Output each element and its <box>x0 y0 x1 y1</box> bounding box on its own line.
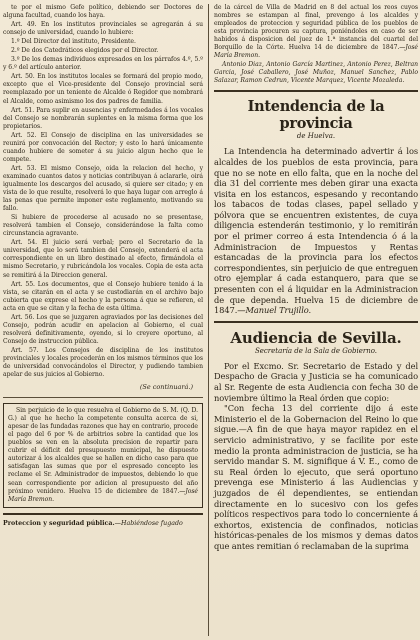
notice-box <box>3 403 203 508</box>
continuation-note: (Se continuará.) <box>139 383 193 392</box>
intendencia-notice <box>214 146 418 316</box>
column-divider <box>208 4 209 636</box>
article-paragraph: Art. 49. En los institutos provinciales se agregarán á su consejo de universidad, cuando lo hubiere: <box>3 21 203 37</box>
article-paragraph: Art. 52. El Consejo de disciplina en las universidades se reunirá por convocación del Rector; y esto lo hará únicamente cuando hubiere de someter á su juicio algun hecho que le compete. <box>3 131 203 163</box>
notice-text <box>8 407 198 504</box>
protection-heading <box>3 520 203 527</box>
article-paragraph: Si hubiere de procederse al acusado no se presentase, resolverá tambien el Consejo, considerándose la falta como circunstancia agravante. <box>3 214 203 238</box>
notice-body: Sin perjuicio de lo que resuelva el Gobierno de S. M. (Q. D. G.) al que he hecho la competente consulta acerca de si, apesar de las fundadas razones que hay en contrario, procede el pago del 6 por % de arbitrios sobre la cantidad que los pueblos se ven en la absoluta precision de repartir para cubrir el déficit del presupuesto municipal, he dispuesto autorizar á los alcaldes que se hallen en dicho caso para que satisfagan las sumas que por el espresado concepto les reclame el Sr. Administrador de impuestos, debiendo lo que sean correspondiente por adicion al presupuesto del año próximo venidero. Huelva 15 de diciembre de 1847. <box>8 407 198 495</box>
article-paragraph: Art. 50. En los institutos locales se formará del propio modo, excepto que el Vice-presidente del Consejo provincial será reemplazado por un teniente de Alcalde ó Regidor que nombrará el Alcalde, como asimismo los dos padres de familia. <box>3 73 203 105</box>
protection-lead: —Habiéndose fugado <box>114 519 183 527</box>
article-paragraph: Art. 56. Los que se juzgaren agraviados por las decisiones del Consejo, podrán acudir en apelacion al Gobierno, el cual resolverá definitivamente, oyendo, si lo creyere oportuno, al Consejo de instruccion pública. <box>3 313 203 345</box>
left-column <box>3 4 203 527</box>
article-paragraph: te por el mismo Gefe político, debiendo ser Doctores de alguna facultad, cuando los haya. <box>3 4 203 20</box>
intendencia-subheading: de Huelva. <box>296 132 336 141</box>
article-paragraph: Art. 55. Los documentos, que el Consejo hubiere tenido á la vista, se citarán en el acta y se custodiarán en el archivo bajo cubierta que exprese el hecho y la persona á que se refieren, el acta en que se citan y la fecha de esta última. <box>3 280 203 312</box>
section-rule-thick <box>214 90 418 92</box>
notice-signature: —José María Bremon. <box>8 487 198 503</box>
intendencia-signature: —Manuel Trujillo. <box>237 305 312 316</box>
section-rule-thick <box>214 321 418 323</box>
intendencia-heading: Intendencia de la provincia <box>247 98 385 133</box>
article-paragraph: Art. 54. El juicio será verbal; pero el Secretario de la universidad, que lo será tambien del Consejo, extenderá el acta correspondiente en un libro destinado al efecto, firmándola el mismo Secretario, y rubricándola los vocales. Copia de esta acta se remitirá á la Direccion general. <box>3 239 203 279</box>
audiencia-quote: "Con fecha 13 del corriente dijo á este Ministerio el de la Gobernacion del Reino lo que sigue.—A fin de que haya mayor rapidez en el servicio administrativo, y se facilite por este medio la pronta administracion de justicia, se ha servido mandar S. M. signifique á V. E., como de su Real órden lo ejecuto, que será oportuno prevenga ese Ministerio á las Audiencias y juzgados de él dependientes, se entiendan directamente en lo sucesivo con los gefes políticos respectivos para todo lo concerniente á exhortos, existencia de confinados, noticias históricas-penales de los mismos y demas datos que antes remitian ó reclamaban de la suprima <box>214 403 418 551</box>
section-rule-thick <box>3 513 203 515</box>
article-paragraph: Art. 51. Para suplir en ausencias y enfermedades á los vocales del Consejo se nombrarán suplentes en la misma forma que los propietarios. <box>3 106 203 130</box>
section-rule <box>3 397 203 398</box>
audiencia-subheading: Secretaría de la Sala de Gobierno. <box>254 346 378 355</box>
audiencia-intro: Por el Excmo. Sr. Secretario de Estado y del Despacho de Gracia y Justicia se ha comunicado al Sr. Regente de esta Audiencia con fecha 30 de noviembre último la Real órden que copio: <box>214 360 418 403</box>
audiencia-heading: Audiencia de Sevilla. <box>230 328 402 347</box>
fugitive-names: Antonio Diaz, Antonio García Martinez, Antonio Perez, Beltran Garcia, José Caballero, José Muñoz, Manuel Sanchez, Pablo Salazar, Ramon Cedrun, Vicente Marquez, Vicente Mozaleda. <box>214 61 418 85</box>
fugitives-signature: —José María Bremon. <box>214 44 418 60</box>
fugitives-text: de la cárcel de Villa de Madrid en 8 del actual los reos cuyos nombres se estampan al final, prevengo á los alcaldes y empleados de proteccion y seguridad pública de los pueblos de esta provincia procuren su captura, poniéndoles en caso de ser habidos á disposicion del juez de 1.ª instancia del cuartel del Borquillo de la Córte. Huelva 14 de diciembre de 1847. <box>214 4 418 52</box>
article-paragraph: 3.º De los demas individuos expresados en los párrafos 4.º, 5.º y 6.º del artículo anterior. <box>3 56 203 72</box>
fugitives-notice <box>214 4 418 60</box>
intendencia-text: La Intendencia ha determinado advertir á los alcaldes de los pueblos de esta provincia, para que no se note en ello falta, que en la noche del dia 31 del corriente mes deben girar una exacta visita en los estancos, espesando y recontando los tabacos de todas clases, papel sellado y pólvora que se encuentren existentes, de cuya diligencia estenderán testimonio, y lo remitirán por el primer correo á esta Intendencia ó á la Administracion de Impuestos y Rentas estancadas de la provincia para los efectos correspondientes, sin perjuicio de que entreguen otro ejemplar á cada estanquero, para que se presenten con el á liquidar en la Administracion de que dependa. Huelva 15 de diciembre de 1847. <box>214 146 418 316</box>
left-article-body <box>3 4 203 379</box>
article-paragraph: Art. 53. El mismo Consejo, oida la relacion del hecho, y examinado cuantos datos y noticias contribuyan á aclararle, oirá igualmente los descargos del acusado, si quiere ser citado; y en vista de lo que resulte, resolverá lo que haya lugar con arreglo á las penas que permite imponer este reglamento, motivando su fallo. <box>3 164 203 213</box>
article-paragraph: 2.º De dos Catedráticos elegidos por el Director. <box>11 47 159 55</box>
article-paragraph: Art. 57. Los Consejos de disciplina de los institutos provinciales y locales procederán en los mismos términos que los de universidad convocándolos el Director, y pudiendo tambien apelar de sus juicios al Gobierno. <box>3 346 203 379</box>
right-column <box>214 4 418 552</box>
article-paragraph: 1.º Del Director del instituto, Presidente. <box>11 38 136 46</box>
protection-title: Proteccion y seguridad pública. <box>3 519 115 527</box>
